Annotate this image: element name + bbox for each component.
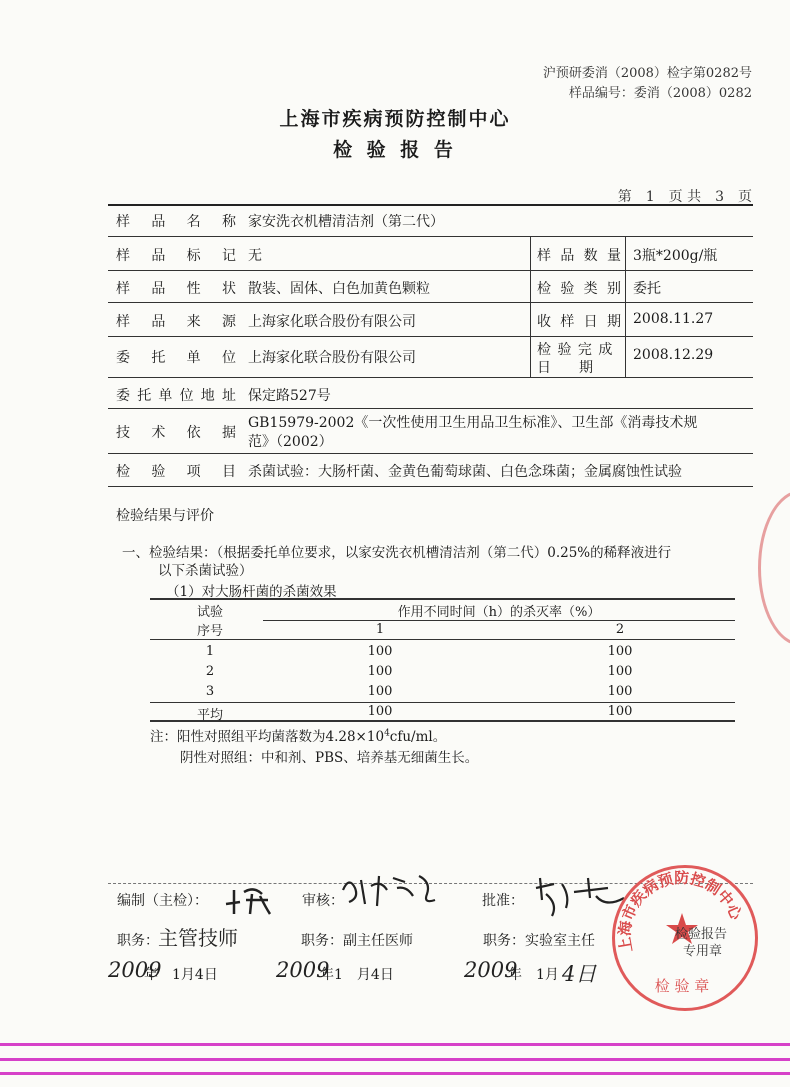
row-value-2h: 100 [607,644,633,659]
row-id: 平均 [196,708,223,723]
table-top-rule [108,204,753,206]
note-negative-control: 阴性对照组：中和剂、PBS、培养基无细菌生长。 [180,750,479,766]
title-label-1: 职务： [117,933,159,949]
label-sample-mark: 样 品 标 记 [116,248,236,264]
test-items: 杀菌试验：大肠杆菌、金黄色葡萄球菌、白色念珠菌；金属腐蚀性试验 [248,464,682,480]
reviewer-date-year: 2009 [276,958,330,982]
reviewer-label: 审核： [302,893,344,909]
column-divider [625,237,626,377]
table-header-seq: 序号 [196,624,223,639]
row-value-1h: 100 [367,664,393,679]
label-sample-qty: 样 品 数 量 [537,248,621,264]
note-positive-control: 注：阳性对照组平均菌落数为$4.28\times 10^4cfu/ml$。 [150,728,447,745]
compiler-label: 编制（主检）： [117,893,208,909]
client-address: 保定路527号 [248,388,331,404]
approver-date-day: 4日 [562,962,597,986]
label-completion-date-line1: 检 验 完 成 [537,342,614,358]
stamp-ring-text: 上海市疾病预防控制中心 [615,868,746,954]
row-rule [108,453,753,454]
technical-basis-line1: GB15979-2002《一次性使用卫生用品卫生标准》、卫生部《消毒技术规 [248,415,698,431]
table-caption: （1）对大肠杆菌的杀菌效果 [166,584,337,600]
sample-mark: 无 [248,248,262,264]
table-group-header: 作用不同时间（h）的杀灭率（%） [397,605,601,620]
test-type: 委托 [633,281,661,297]
receive-date: 2008.11.27 [633,311,714,327]
stamp-center-line1: 检验报告 [675,927,728,942]
row-rule [108,302,753,303]
reviewer-signature [335,868,445,917]
reviewer-date: 年1 月4日 [320,967,394,983]
results-table-avg-rule [150,702,735,703]
report-reference-number: 沪预研委消（2008）检字第0282号 [542,66,752,81]
organization-name: 上海市疾病预防控制中心 [279,108,511,130]
sample-source: 上海家化联合股份有限公司 [248,314,416,330]
official-stamp [612,865,758,1011]
approver-date-year: 2009 [464,958,518,982]
approver-label: 批准： [482,893,524,909]
row-rule [108,270,753,271]
compiler-date-year: 2009 [108,958,162,982]
technical-basis-line2: 范》（2002） [248,434,333,450]
approver-date: 年 1月 [508,967,559,983]
sample-name: 家安洗衣机槽清洁剂（第二代） [248,214,444,230]
label-sample-state: 样 品 性 状 [116,281,236,297]
stamp-bottom-text: 检 验 章 [654,977,710,995]
bottom-stripe [0,1043,790,1046]
results-table-group-rule [263,620,735,621]
label-client: 委 托 单 位 [116,350,236,366]
table-header-trial: 试验 [196,605,223,620]
row-value-2h: 100 [607,684,633,699]
sample-qty: 3瓶*200g/瓶 [633,248,718,264]
results-paragraph-line1: 一、检验结果：（根据委托单位要求，以家安洗衣机槽清洁剂（第二代）0.25%的稀释液进行 [122,545,672,561]
column-divider [530,237,531,377]
label-technical-basis: 技 术 依 据 [116,425,236,441]
table-time-col-2: 2 [615,622,625,637]
table-bottom-rule [108,486,753,487]
bottom-stripe [0,1058,790,1061]
results-paragraph-line2: 以下杀菌试验） [158,563,253,579]
label-completion-date-line2: 日 期 [537,360,593,376]
completion-date: 2008.12.29 [633,347,714,363]
label-client-address: 委 托 单 位 地 址 [116,388,236,404]
reviewer-title: 职务：副主任医师 [301,933,413,949]
row-value-2h: 100 [607,704,633,719]
table-time-col-1: 1 [375,622,385,637]
client: 上海家化联合股份有限公司 [248,350,416,366]
row-rule [108,336,753,337]
partial-stamp-edge [758,490,790,646]
row-id: 2 [205,664,215,679]
label-sample-name: 样 品 名 称 [116,214,236,230]
row-id: 1 [205,644,215,659]
sample-state: 散装、固体、白色加黄色颗粒 [248,281,430,297]
row-value-2h: 100 [607,664,633,679]
row-value-1h: 100 [367,684,393,699]
row-value-1h: 100 [367,704,393,719]
results-heading: 检验结果与评价 [116,508,214,524]
row-rule [108,408,753,409]
sample-number: 样品编号：委消（2008）0282 [568,86,752,101]
approver-title: 职务：实验室主任 [483,933,595,949]
compiler-date: 年 1月4日 [144,967,218,983]
row-id: 3 [205,684,215,699]
report-title: 检 验 报 告 [333,139,457,161]
compiler-title-handwritten: 主管技师 [158,926,238,950]
bottom-stripe [0,1072,790,1075]
row-rule [108,236,753,237]
row-value-1h: 100 [367,644,393,659]
label-sample-source: 样 品 来 源 [116,314,236,330]
row-rule [108,377,753,378]
results-table-header-rule [150,639,735,640]
label-test-items: 检 验 项 目 [116,464,236,480]
compiler-signature [222,880,274,927]
stamp-center-line2: 专用章 [683,944,723,959]
label-receive-date: 收 样 日 期 [537,314,621,330]
page-indicator: 第 1 页 共 3 页 [617,189,752,205]
label-test-type: 检 验 类 别 [537,281,621,297]
results-table-top-rule [150,598,735,600]
